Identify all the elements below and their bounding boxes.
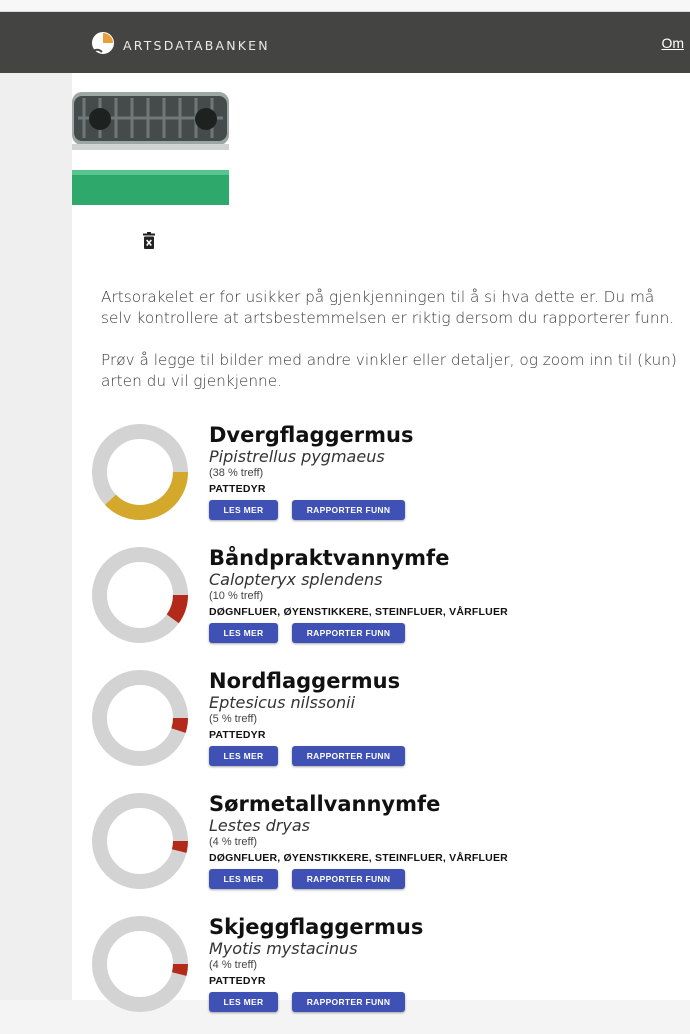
donut-match-arc bbox=[110, 472, 180, 513]
read-more-button[interactable]: LES MER bbox=[209, 500, 278, 520]
logo-text-artsdata: ARTSDATA bbox=[123, 38, 205, 53]
donut-match-arc bbox=[179, 841, 180, 851]
logo-wordmark bbox=[123, 38, 270, 53]
site-header bbox=[0, 12, 690, 73]
report-finding-button[interactable]: RAPPORTER FUNN bbox=[292, 992, 405, 1012]
species-name: Dvergflaggermus bbox=[209, 423, 414, 447]
match-percentage: (38 % treff) bbox=[209, 467, 264, 479]
match-percentage: (4 % treff) bbox=[209, 959, 258, 971]
logo-text-banken: BANKEN bbox=[204, 38, 270, 53]
species-group: PATTEDYR bbox=[209, 975, 266, 987]
scientific-name: Lestes dryas bbox=[209, 816, 310, 835]
left-gutter bbox=[0, 73, 72, 1000]
read-more-button[interactable]: LES MER bbox=[209, 623, 278, 643]
scientific-name: Myotis mystacinus bbox=[209, 939, 358, 958]
disclaimer-paragraph-2: Prøv å legge til bilder med andre vinkler eller detaljer, og zoom inn til (kun) arten du vil gjenkjenne. bbox=[101, 351, 677, 390]
report-finding-button[interactable]: RAPPORTER FUNN bbox=[292, 869, 405, 889]
donut-track bbox=[100, 678, 181, 759]
match-percentage: (10 % treff) bbox=[209, 590, 264, 602]
scientific-name: Calopteryx splendens bbox=[209, 570, 383, 589]
uncertainty-message bbox=[101, 287, 681, 413]
main-content bbox=[72, 73, 690, 1007]
uploaded-photo-thumbnail[interactable] bbox=[72, 88, 229, 205]
artsdatabanken-logo[interactable] bbox=[91, 31, 270, 55]
species-name: Sørmetallvannymfe bbox=[209, 792, 441, 816]
result-item bbox=[90, 422, 680, 542]
match-donut-chart bbox=[90, 914, 190, 1014]
disclaimer-paragraph-1: Artsorakelet er for usikker på gjenkjenningen til å si hva dette er. Du må selv kontrollere at artsbestemmelsen er riktig dersom du rapporterer funn. bbox=[101, 288, 675, 327]
match-percentage: (4 % treff) bbox=[209, 836, 258, 848]
species-group: PATTEDYR bbox=[209, 729, 266, 741]
read-more-button[interactable]: LES MER bbox=[209, 746, 278, 766]
species-group: DØGNFLUER, ØYENSTIKKERE, STEINFLUER, VÅRFLUER bbox=[209, 606, 508, 618]
match-donut-chart bbox=[90, 791, 190, 891]
donut-track bbox=[100, 924, 181, 1005]
donut-match-arc bbox=[173, 595, 181, 619]
species-group: PATTEDYR bbox=[209, 483, 266, 495]
match-donut-chart bbox=[90, 545, 190, 645]
result-item bbox=[90, 545, 680, 665]
read-more-button[interactable]: LES MER bbox=[209, 992, 278, 1012]
species-name: Skjeggflaggermus bbox=[209, 915, 424, 939]
donut-match-arc bbox=[179, 964, 180, 974]
scientific-name: Eptesicus nilssonii bbox=[209, 693, 356, 712]
logo-icon bbox=[91, 31, 115, 55]
donut-track bbox=[100, 555, 181, 636]
species-group: DØGNFLUER, ØYENSTIKKERE, STEINFLUER, VÅRFLUER bbox=[209, 852, 508, 864]
nav-link-om[interactable]: Om bbox=[661, 35, 684, 51]
match-percentage: (5 % treff) bbox=[209, 713, 258, 725]
report-finding-button[interactable]: RAPPORTER FUNN bbox=[292, 623, 405, 643]
result-item bbox=[90, 914, 680, 1034]
species-name: Båndpraktvannymfe bbox=[209, 546, 450, 570]
donut-match-arc bbox=[179, 718, 181, 731]
match-donut-chart bbox=[90, 422, 190, 522]
result-item bbox=[90, 791, 680, 911]
donut-track bbox=[100, 801, 181, 882]
scientific-name: Pipistrellus pygmaeus bbox=[209, 447, 385, 466]
trash-icon[interactable] bbox=[142, 232, 156, 250]
report-finding-button[interactable]: RAPPORTER FUNN bbox=[292, 746, 405, 766]
report-finding-button[interactable]: RAPPORTER FUNN bbox=[292, 500, 405, 520]
browser-top-strip bbox=[0, 0, 690, 12]
species-name: Nordflaggermus bbox=[209, 669, 401, 693]
result-item bbox=[90, 668, 680, 788]
read-more-button[interactable]: LES MER bbox=[209, 869, 278, 889]
match-donut-chart bbox=[90, 668, 190, 768]
